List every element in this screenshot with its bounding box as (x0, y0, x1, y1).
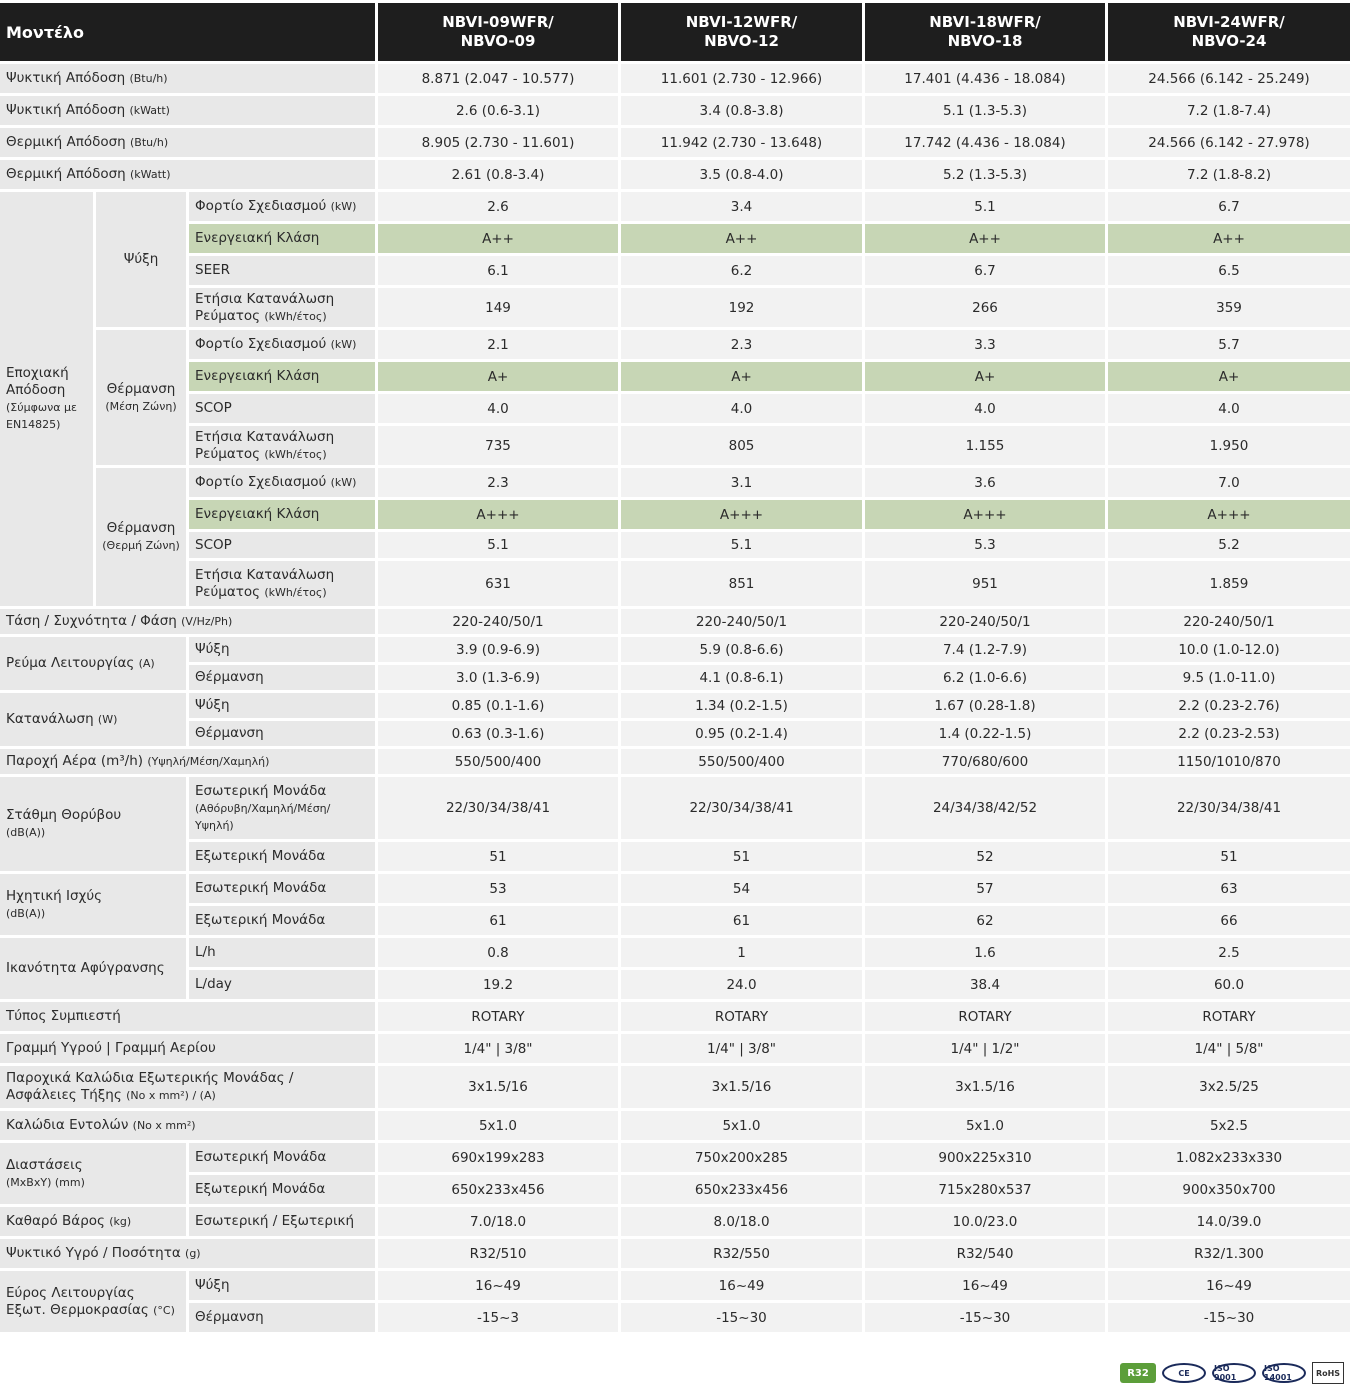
row-label: Φορτίο Σχεδιασμού (kW) (186, 192, 375, 221)
table-row (0, 938, 1350, 967)
row-label: Ετήσια Κατανάλωση Ρεύματος (kWh/έτος) (186, 561, 375, 606)
cell: 8.905 (2.730 - 11.601) (375, 128, 618, 157)
cell: 1.950 (1105, 426, 1350, 465)
energy-class-badge: A+ (375, 362, 618, 391)
cell: 17.401 (4.436 - 18.084) (862, 64, 1105, 93)
cell: 735 (375, 426, 618, 465)
cell: 5x1.0 (862, 1111, 1105, 1140)
row-label: Εσωτερική / Εξωτερική (186, 1207, 375, 1236)
row-label: Καλώδια Εντολών (No x mm²) (0, 1111, 375, 1140)
cell: 19.2 (375, 970, 618, 999)
cell: 24.566 (6.142 - 25.249) (1105, 64, 1350, 93)
table-row (0, 1066, 1350, 1108)
mode-label-heating-avg: Θέρμανση (Μέση Ζώνη) (93, 330, 186, 465)
cell: 2.5 (1105, 938, 1350, 967)
table-row (0, 1207, 1350, 1236)
energy-class-badge: A+++ (862, 500, 1105, 529)
table-row (0, 1271, 1350, 1300)
energy-class-badge: A+ (1105, 362, 1350, 391)
cell: 5x1.0 (375, 1111, 618, 1140)
certification-badges (1120, 1362, 1344, 1384)
cell: 3x1.5/16 (375, 1066, 618, 1108)
cell: 3.9 (0.9-6.9) (375, 637, 618, 662)
cell: 1.155 (862, 426, 1105, 465)
cell: 24.0 (618, 970, 862, 999)
ce-mark-icon: CE (1162, 1363, 1206, 1383)
cell: 2.3 (375, 468, 618, 497)
row-label: L/h (186, 938, 375, 967)
cell: 5.1 (375, 532, 618, 558)
row-label: Ψυκτικό Υγρό / Ποσότητα (g) (0, 1239, 375, 1268)
cell: 22/30/34/38/41 (1105, 777, 1350, 839)
cell: 60.0 (1105, 970, 1350, 999)
row-label: Φορτίο Σχεδιασμού (kW) (186, 330, 375, 359)
cell: 5.1 (1.3-5.3) (862, 96, 1105, 125)
cell: 550/500/400 (618, 749, 862, 774)
energy-class-badge: A++ (1105, 224, 1350, 253)
row-label: Καθαρό Βάρος (kg) (0, 1207, 186, 1236)
cell: 3.6 (862, 468, 1105, 497)
row-label: Στάθμη Θορύβου (dB(A)) (0, 777, 186, 871)
row-label: Θερμική Απόδοση (kWatt) (0, 160, 375, 189)
model-header: NBVI-18WFR/ NBVO-18 (862, 3, 1105, 61)
cell: ROTARY (618, 1002, 862, 1031)
cell: 4.0 (1105, 394, 1350, 423)
table-row (0, 256, 1350, 285)
cell: 5.9 (0.8-6.6) (618, 637, 862, 662)
table-row (0, 561, 1350, 606)
cell: 16~49 (862, 1271, 1105, 1300)
cell: 650x233x456 (375, 1175, 618, 1204)
cell: 805 (618, 426, 862, 465)
cell: 3x1.5/16 (618, 1066, 862, 1108)
cell: 2.2 (0.23-2.53) (1105, 721, 1350, 746)
cell: 1150/1010/870 (1105, 749, 1350, 774)
cell: 3.0 (1.3-6.9) (375, 665, 618, 690)
cell: 7.4 (1.2-7.9) (862, 637, 1105, 662)
cell: 550/500/400 (375, 749, 618, 774)
row-label: Εσωτερική Μονάδα (186, 1143, 375, 1172)
cell: 1.082x233x330 (1105, 1143, 1350, 1172)
cell: 57 (862, 874, 1105, 903)
cell: 2.6 (0.6-3.1) (375, 96, 618, 125)
row-label: Ψυκτική Απόδοση (Btu/h) (0, 64, 375, 93)
cell: 3x2.5/25 (1105, 1066, 1350, 1108)
cell: 53 (375, 874, 618, 903)
row-label: SCOP (186, 532, 375, 558)
cell: 11.601 (2.730 - 12.966) (618, 64, 862, 93)
cell: 24.566 (6.142 - 27.978) (1105, 128, 1350, 157)
cell: 2.61 (0.8-3.4) (375, 160, 618, 189)
cell: 5.7 (1105, 330, 1350, 359)
cell: 0.85 (0.1-1.6) (375, 693, 618, 718)
cell: 7.2 (1.8-8.2) (1105, 160, 1350, 189)
cell: 5.2 (1105, 532, 1350, 558)
cell: -15~3 (375, 1303, 618, 1332)
cell: 17.742 (4.436 - 18.084) (862, 128, 1105, 157)
table-row (0, 128, 1350, 157)
cell: 8.0/18.0 (618, 1207, 862, 1236)
energy-class-badge: A++ (375, 224, 618, 253)
row-label: Παροχή Αέρα (m³/h) (Υψηλή/Μέση/Χαμηλή) (0, 749, 375, 774)
row-label: Τύπος Συμπιεστή (0, 1002, 375, 1031)
table-row (0, 1034, 1350, 1063)
table-row (0, 609, 1350, 634)
cell: R32/550 (618, 1239, 862, 1268)
table-row (0, 777, 1350, 839)
table-row (0, 1111, 1350, 1140)
cell: 5.3 (862, 532, 1105, 558)
cell: 750x200x285 (618, 1143, 862, 1172)
cell: 631 (375, 561, 618, 606)
cell: ROTARY (862, 1002, 1105, 1031)
row-label: Ηχητική Ισχύς (dB(A)) (0, 874, 186, 935)
cell: 149 (375, 288, 618, 327)
table-row (0, 721, 1350, 746)
cell: 2.3 (618, 330, 862, 359)
cell: 690x199x283 (375, 1143, 618, 1172)
cell: 770/680/600 (862, 749, 1105, 774)
cell: 52 (862, 842, 1105, 871)
row-label: Γραμμή Υγρού | Γραμμή Αερίου (0, 1034, 375, 1063)
table-row (0, 1143, 1350, 1172)
row-label: Κατανάλωση (W) (0, 693, 186, 746)
energy-class-row (0, 500, 1350, 529)
row-label: SEER (186, 256, 375, 285)
cell: R32/1.300 (1105, 1239, 1350, 1268)
cell: 3x1.5/16 (862, 1066, 1105, 1108)
row-label: Εσωτερική Μονάδα (Αθόρυβη/Χαμηλή/Μέση/ Υψηλή) (186, 777, 375, 839)
cell: 9.5 (1.0-11.0) (1105, 665, 1350, 690)
table-row (0, 842, 1350, 871)
table-row (0, 749, 1350, 774)
cell: 6.2 (618, 256, 862, 285)
cell: 3.3 (862, 330, 1105, 359)
row-label: Ενεργειακή Κλάση (186, 362, 375, 391)
cell: 5.1 (618, 532, 862, 558)
cell: 2.6 (375, 192, 618, 221)
cell: 1 (618, 938, 862, 967)
cell: 4.0 (375, 394, 618, 423)
energy-class-badge: A+++ (618, 500, 862, 529)
energy-class-badge: A++ (862, 224, 1105, 253)
row-label: Ικανότητα Αφύγρανσης (0, 938, 186, 999)
cell: 220-240/50/1 (375, 609, 618, 634)
rohs-icon: RoHS (1312, 1362, 1344, 1384)
cell: 3.4 (0.8-3.8) (618, 96, 862, 125)
row-label: Εσωτερική Μονάδα (186, 874, 375, 903)
row-label: Θέρμανση (186, 665, 375, 690)
cell: 192 (618, 288, 862, 327)
cell: 16~49 (375, 1271, 618, 1300)
cell: 5.1 (862, 192, 1105, 221)
model-header: NBVI-09WFR/ NBVO-09 (375, 3, 618, 61)
row-label: Ετήσια Κατανάλωση Ρεύματος (kWh/έτος) (186, 426, 375, 465)
cell: 5x2.5 (1105, 1111, 1350, 1140)
cell: 66 (1105, 906, 1350, 935)
cell: 900x225x310 (862, 1143, 1105, 1172)
cell: 5x1.0 (618, 1111, 862, 1140)
table-row (0, 160, 1350, 189)
seasonal-group-label: Εποχιακή Απόδοση (Σύμφωνα με EN14825) (0, 192, 93, 606)
cell: 51 (1105, 842, 1350, 871)
cell: 22/30/34/38/41 (375, 777, 618, 839)
cell: 63 (1105, 874, 1350, 903)
cell: 61 (375, 906, 618, 935)
table-row (0, 64, 1350, 93)
energy-class-badge: A+++ (1105, 500, 1350, 529)
energy-class-row (0, 224, 1350, 253)
cell: 62 (862, 906, 1105, 935)
model-header: NBVI-24WFR/ NBVO-24 (1105, 3, 1350, 61)
table-row (0, 1239, 1350, 1268)
row-label: Ρεύμα Λειτουργίας (A) (0, 637, 186, 690)
cell: 851 (618, 561, 862, 606)
table-row (0, 192, 1350, 221)
row-label: Εξωτερική Μονάδα (186, 1175, 375, 1204)
model-header: NBVI-12WFR/ NBVO-12 (618, 3, 862, 61)
energy-class-badge: A++ (618, 224, 862, 253)
cell: 3.5 (0.8-4.0) (618, 160, 862, 189)
table-row (0, 693, 1350, 718)
cell: ROTARY (375, 1002, 618, 1031)
cell: 16~49 (1105, 1271, 1350, 1300)
row-label: Τάση / Συχνότητα / Φάση (V/Hz/Ph) (0, 609, 375, 634)
cell: 1.859 (1105, 561, 1350, 606)
row-label: Εύρος Λειτουργίας Εξωτ. Θερμοκρασίας (°C) (0, 1271, 186, 1332)
iso14001-icon: ISO 14001 (1262, 1363, 1306, 1383)
cell: 14.0/39.0 (1105, 1207, 1350, 1236)
energy-class-badge: A+ (618, 362, 862, 391)
cell: 2.2 (0.23-2.76) (1105, 693, 1350, 718)
cell: 951 (862, 561, 1105, 606)
cell: 5.2 (1.3-5.3) (862, 160, 1105, 189)
table-row (0, 532, 1350, 558)
cell: 1/4" | 3/8" (375, 1034, 618, 1063)
cell: 1/4" | 5/8" (1105, 1034, 1350, 1063)
cell: 266 (862, 288, 1105, 327)
cell: 51 (618, 842, 862, 871)
cell: 1.67 (0.28-1.8) (862, 693, 1105, 718)
table-row (0, 468, 1350, 497)
row-label: Φορτίο Σχεδιασμού (kW) (186, 468, 375, 497)
table-row (0, 96, 1350, 125)
cell: 24/34/38/42/52 (862, 777, 1105, 839)
cell: 3.1 (618, 468, 862, 497)
row-label: Θέρμανση (186, 1303, 375, 1332)
cell: 4.1 (0.8-6.1) (618, 665, 862, 690)
cell: 6.7 (862, 256, 1105, 285)
cell: 7.0 (1105, 468, 1350, 497)
cell: 1.4 (0.22-1.5) (862, 721, 1105, 746)
table-row (0, 637, 1350, 662)
row-label: Ενεργειακή Κλάση (186, 500, 375, 529)
cell: 10.0 (1.0-12.0) (1105, 637, 1350, 662)
cell: -15~30 (618, 1303, 862, 1332)
cell: 220-240/50/1 (862, 609, 1105, 634)
row-label: Εξωτερική Μονάδα (186, 906, 375, 935)
row-label: L/day (186, 970, 375, 999)
row-label: SCOP (186, 394, 375, 423)
cell: 22/30/34/38/41 (618, 777, 862, 839)
row-label: Ενεργειακή Κλάση (186, 224, 375, 253)
r32-badge: R32 (1120, 1363, 1156, 1383)
table-row (0, 394, 1350, 423)
cell: R32/510 (375, 1239, 618, 1268)
cell: 650x233x456 (618, 1175, 862, 1204)
row-label: Θερμική Απόδοση (Btu/h) (0, 128, 375, 157)
cell: -15~30 (1105, 1303, 1350, 1332)
iso9001-icon: ISO 9001 (1212, 1363, 1256, 1383)
row-label: Παροχικά Καλώδια Εξωτερικής Μονάδας / Ασφάλειες Τήξης (No x mm²) / (A) (0, 1066, 375, 1108)
model-label: Μοντέλο (0, 3, 375, 61)
table-row (0, 874, 1350, 903)
row-label: Εξωτερική Μονάδα (186, 842, 375, 871)
cell: 0.95 (0.2-1.4) (618, 721, 862, 746)
row-label: Ψυκτική Απόδοση (kWatt) (0, 96, 375, 125)
cell: 7.2 (1.8-7.4) (1105, 96, 1350, 125)
row-label: Ετήσια Κατανάλωση Ρεύματος (kWh/έτος) (186, 288, 375, 327)
cell: 61 (618, 906, 862, 935)
cell: 6.1 (375, 256, 618, 285)
table-row (0, 906, 1350, 935)
cell: 1/4" | 1/2" (862, 1034, 1105, 1063)
cell: 6.7 (1105, 192, 1350, 221)
table-row (0, 970, 1350, 999)
cell: 11.942 (2.730 - 13.648) (618, 128, 862, 157)
cell: 4.0 (618, 394, 862, 423)
table-row (0, 330, 1350, 359)
cell: 6.5 (1105, 256, 1350, 285)
cell: -15~30 (862, 1303, 1105, 1332)
cell: 1/4" | 3/8" (618, 1034, 862, 1063)
table-row (0, 665, 1350, 690)
cell: 1.34 (0.2-1.5) (618, 693, 862, 718)
cell: 10.0/23.0 (862, 1207, 1105, 1236)
energy-class-badge: A+++ (375, 500, 618, 529)
table-row (0, 1175, 1350, 1204)
table-row (0, 288, 1350, 327)
cell: R32/540 (862, 1239, 1105, 1268)
energy-class-row (0, 362, 1350, 391)
cell: 3.4 (618, 192, 862, 221)
table-row (0, 426, 1350, 465)
table-row (0, 1303, 1350, 1332)
mode-label-cooling: Ψύξη (93, 192, 186, 327)
row-label: Διαστάσεις (ΜxΒxΥ) (mm) (0, 1143, 186, 1204)
cell: 4.0 (862, 394, 1105, 423)
row-label: Ψύξη (186, 637, 375, 662)
cell: 2.1 (375, 330, 618, 359)
cell: 16~49 (618, 1271, 862, 1300)
cell: 0.63 (0.3-1.6) (375, 721, 618, 746)
row-label: Θέρμανση (186, 721, 375, 746)
cell: 220-240/50/1 (618, 609, 862, 634)
cell: 51 (375, 842, 618, 871)
cell: 6.2 (1.0-6.6) (862, 665, 1105, 690)
row-label: Ψύξη (186, 1271, 375, 1300)
cell: 8.871 (2.047 - 10.577) (375, 64, 618, 93)
header-row (0, 3, 1350, 61)
cell: 54 (618, 874, 862, 903)
cell: 900x350x700 (1105, 1175, 1350, 1204)
cell: 38.4 (862, 970, 1105, 999)
cell: ROTARY (1105, 1002, 1350, 1031)
row-label: Ψύξη (186, 693, 375, 718)
cell: 7.0/18.0 (375, 1207, 618, 1236)
cell: 220-240/50/1 (1105, 609, 1350, 634)
energy-class-badge: A+ (862, 362, 1105, 391)
cell: 0.8 (375, 938, 618, 967)
cell: 715x280x537 (862, 1175, 1105, 1204)
cell: 1.6 (862, 938, 1105, 967)
cell: 359 (1105, 288, 1350, 327)
table-row (0, 1002, 1350, 1031)
mode-label-heating-warm: Θέρμανση (Θερμή Ζώνη) (93, 468, 186, 606)
